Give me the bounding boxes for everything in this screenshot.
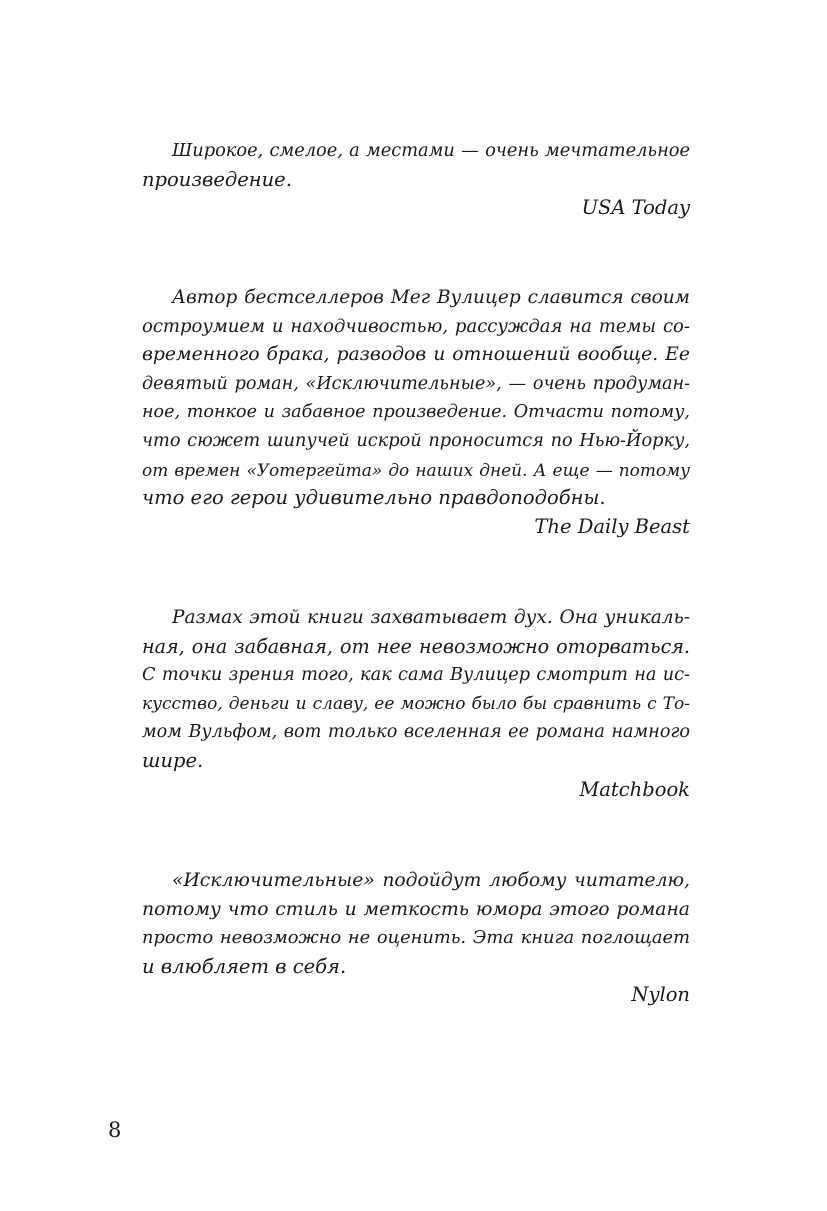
blurb-line: что его герои удивительно правдоподобны. [142, 486, 606, 510]
blurb-line: девятый роман, «Исключительные», — очень продуман- [142, 373, 690, 394]
blurb-line: С точки зрения того, как сама Вулицер смотрит на ис- [142, 665, 690, 686]
blurb-matchbook [142, 604, 690, 804]
blurb-source: The Daily Beast [534, 514, 690, 538]
blurb-line: Размах этой книги захватывает дух. Она уникаль- [172, 607, 690, 628]
blurb-line: Широкое, смелое, а местами — очень мечтательное [172, 140, 690, 161]
blurb-source: USA Today [581, 196, 690, 220]
blurb-line: что сюжет шипучей искрой проносится по Нью-Йорку, [142, 430, 690, 451]
blurb-line: временного брака, разводов и отношений вообще. Ее [142, 344, 690, 366]
blurb-daily-beast [142, 284, 690, 541]
blurb-line: Автор бестселлеров Мег Вулицер славится своим [172, 287, 690, 308]
blurb-source: Nylon [631, 983, 690, 1007]
blurb-line: остроумием и находчивостью, рассуждая на темы со- [142, 315, 690, 337]
blurb-line: от времен «Уотергейта» до наших дней. А еще — потому [142, 459, 690, 480]
blurb-line: потому что стиль и меткость юмора этого романа [142, 898, 690, 920]
blurb-line: шире. [142, 748, 204, 772]
blurb-nylon [142, 867, 690, 1010]
blurb-line: произведение. [142, 167, 292, 191]
blurb-usa-today [142, 137, 690, 223]
blurb-line: просто невозможно не оценить. Эта книга поглощает [142, 927, 690, 949]
blurb-line: кусство, деньги и славу, ее можно было бы сравнить с То- [142, 693, 690, 714]
page-number: 8 [108, 1118, 122, 1142]
blurb-source: Matchbook [579, 777, 690, 801]
blurb-line: «Исключительные» подойдут любому читателю, [172, 870, 690, 891]
blurb-line: и влюбляет в себя. [142, 954, 347, 978]
blurb-line: ное, тонкое и забавное произведение. Отчасти потому, [142, 402, 690, 423]
blurb-line: мом Вульфом, вот только вселенная ее романа намного [142, 722, 690, 743]
blurb-line: ная, она забавная, от нее невозможно оторваться. [142, 634, 690, 658]
